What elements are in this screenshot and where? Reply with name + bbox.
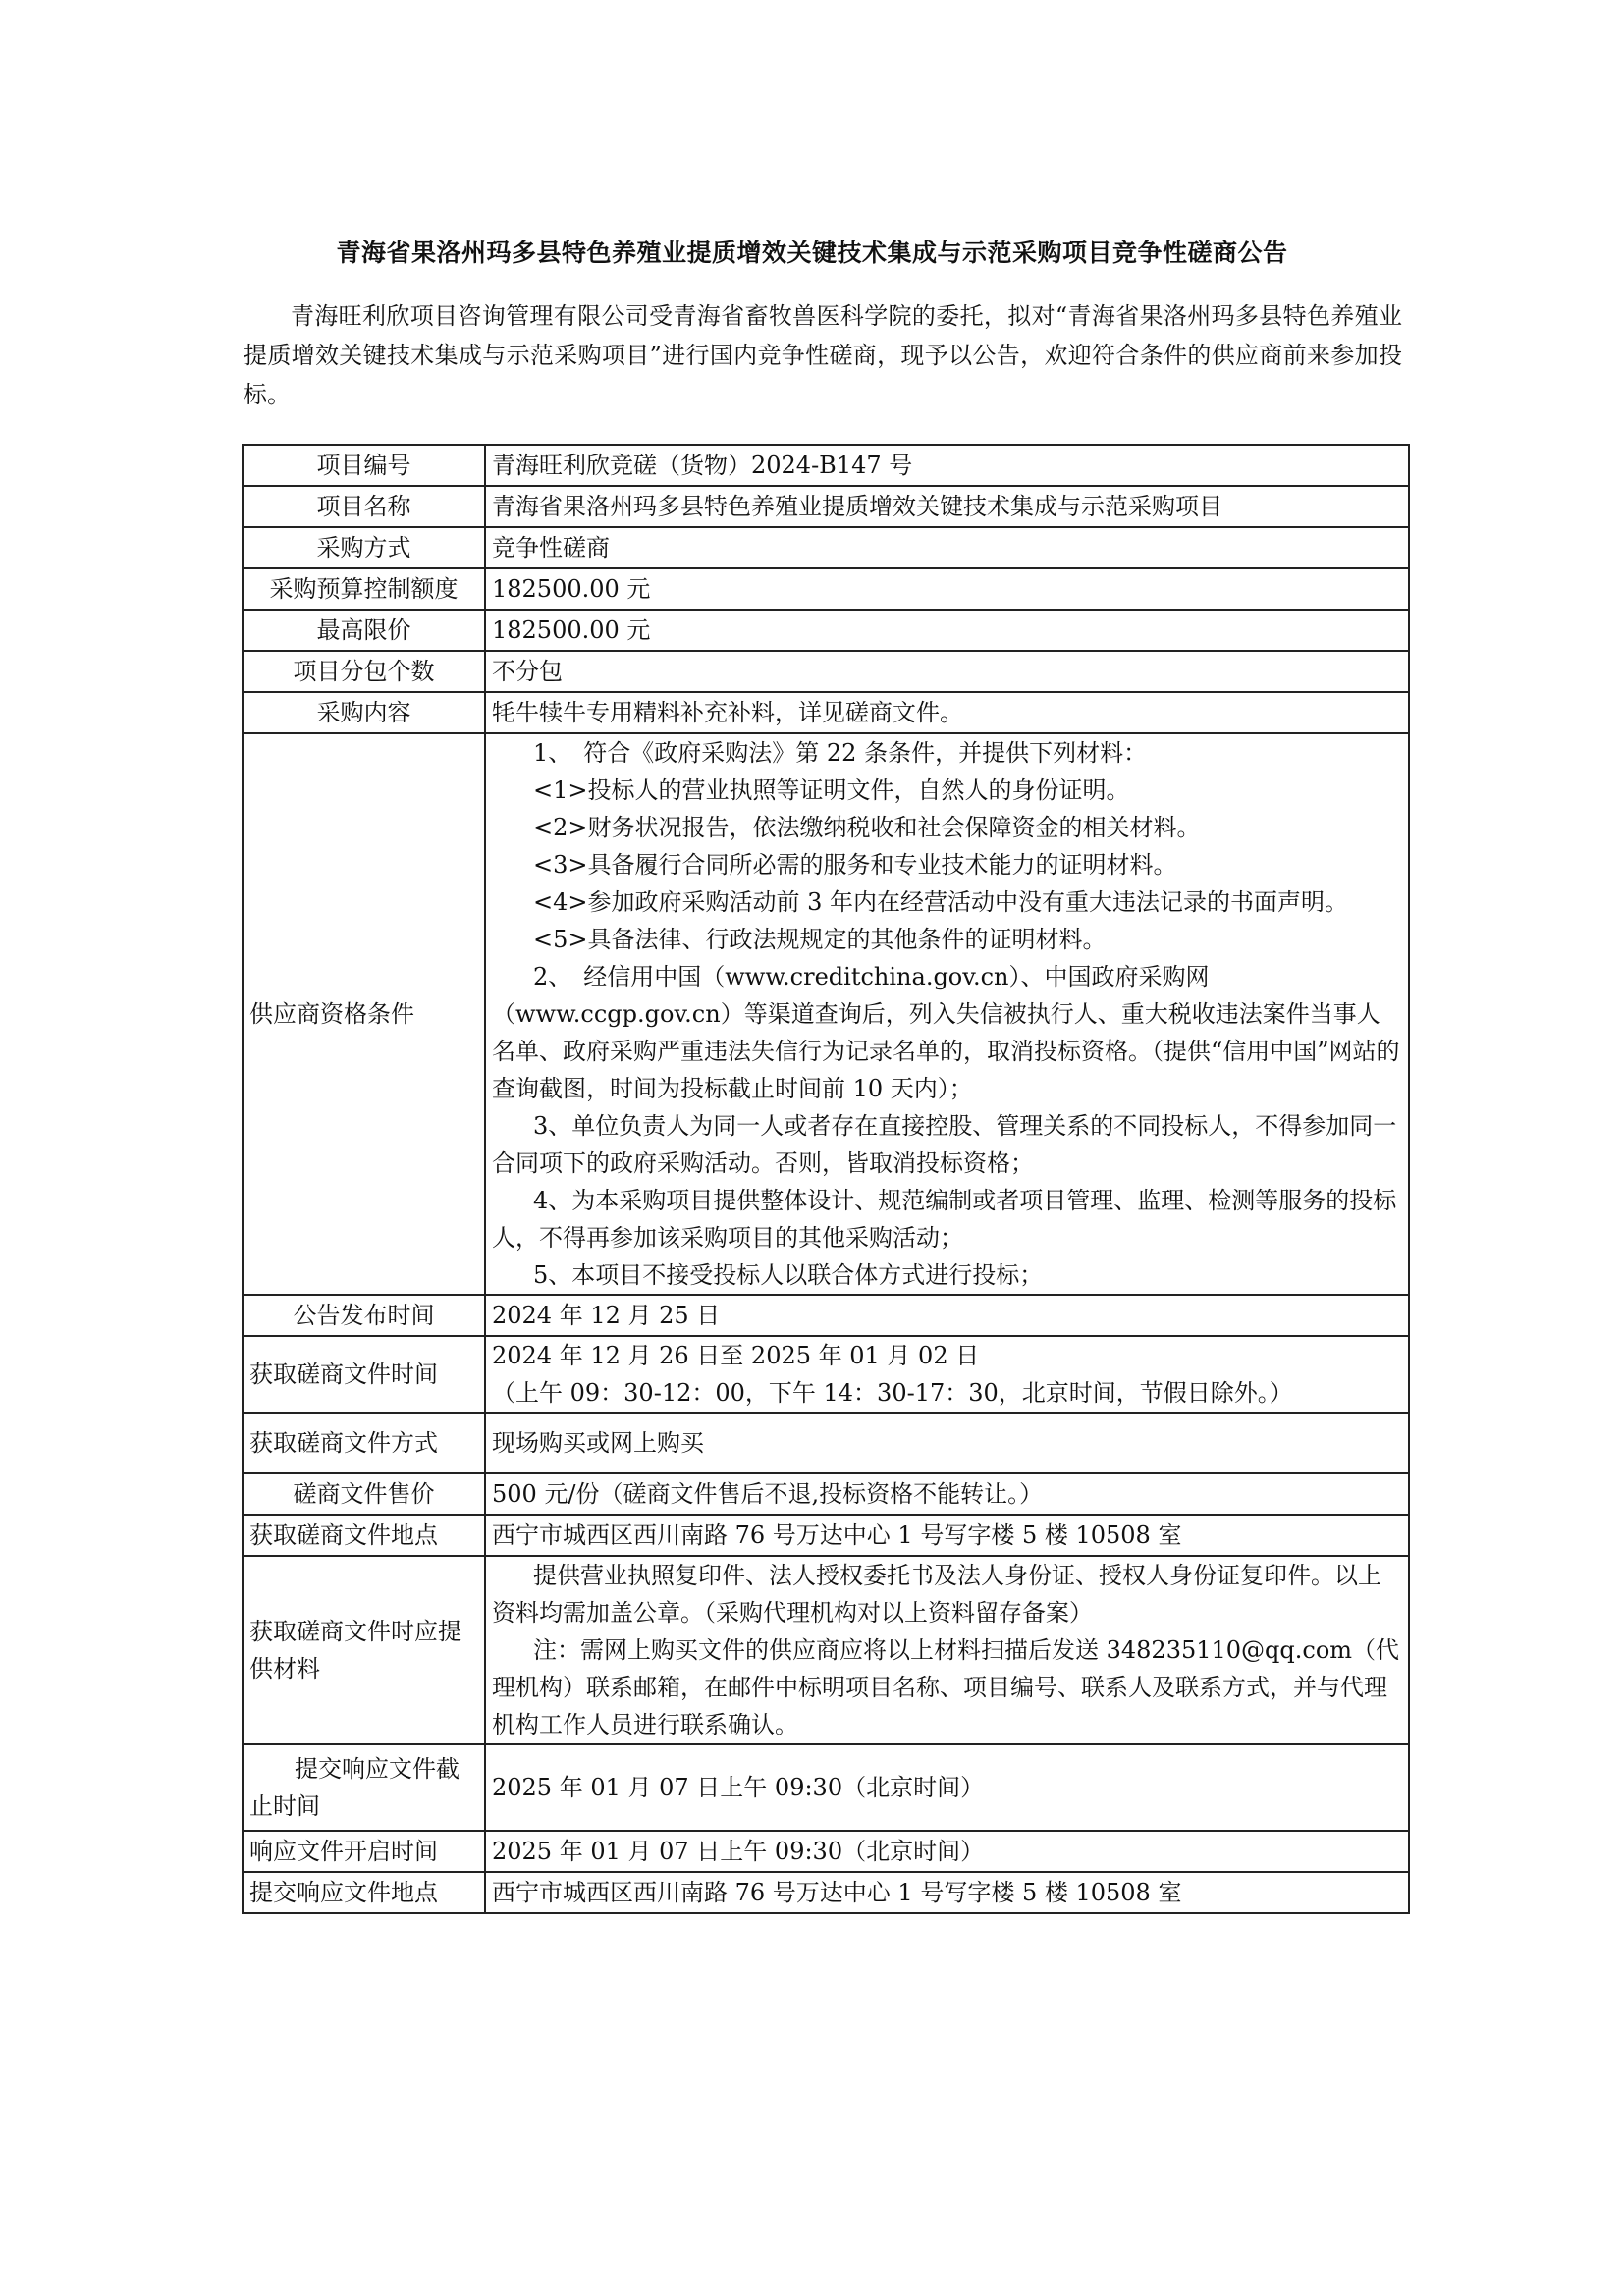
table-row [243, 1413, 1409, 1473]
value-obtain-place: 西宁市城西区西川南路 76 号万达中心 1 号写字楼 5 楼 10508 室 [485, 1515, 1409, 1556]
table-row [243, 1872, 1409, 1913]
value-obtain-method: 现场购买或网上购买 [485, 1413, 1409, 1473]
label-method: 采购方式 [243, 527, 485, 568]
qual-line: <3>具备履行合同所必需的服务和专业技术能力的证明材料。 [533, 851, 1177, 879]
label-open-time: 响应文件开启时间 [243, 1831, 485, 1872]
label-deadline: 提交响应文件截止时间 [243, 1744, 485, 1831]
qual-line: 3、单位负责人为同一人或者存在直接控股、管理关系的不同投标人，不得参加同一合同项下的政府采购活动。否则，皆取消投标资格； [492, 1112, 1397, 1177]
table-row [243, 527, 1409, 568]
materials-para: 注：需网上购买文件的供应商应将以上材料扫描后发送 348235110@qq.com（代理机构）联系邮箱，在邮件中标明项目名称、项目编号、联系人及联系方式，并与代理机构工作人员进行联系确认。 [492, 1636, 1400, 1738]
table-row [243, 486, 1409, 527]
qual-line: <5>具备法律、行政法规规定的其他条件的证明材料。 [533, 926, 1107, 953]
label-project-name: 项目名称 [243, 486, 485, 527]
value-project-no: 青海旺利欣竞磋（货物）2024-B147 号 [485, 445, 1409, 486]
label-submit-place: 提交响应文件地点 [243, 1872, 485, 1913]
table-row [243, 692, 1409, 733]
label-content: 采购内容 [243, 692, 485, 733]
value-max-price: 182500.00 元 [485, 610, 1409, 651]
qual-line: <2>财务状况报告，依法缴纳税收和社会保障资金的相关材料。 [533, 814, 1201, 841]
label-materials: 获取磋商文件时应提供材料 [243, 1556, 485, 1744]
value-method: 竞争性磋商 [485, 527, 1409, 568]
table-row [243, 1473, 1409, 1515]
label-budget: 采购预算控制额度 [243, 568, 485, 610]
table-row [243, 610, 1409, 651]
value-budget: 182500.00 元 [485, 568, 1409, 610]
qual-line: 1、 符合《政府采购法》第 22 条条件，并提供下列材料： [533, 739, 1148, 767]
value-submit-place: 西宁市城西区西川南路 76 号万达中心 1 号写字楼 5 楼 10508 室 [485, 1872, 1409, 1913]
obtain-time-line: 2024 年 12 月 26 日至 2025 年 01 月 02 日 [492, 1342, 980, 1369]
label-publish-time: 公告发布时间 [243, 1295, 485, 1336]
table-row [243, 1336, 1409, 1413]
intro-paragraph: 青海旺利欣项目咨询管理有限公司受青海省畜牧兽医科学院的委托，拟对“青海省果洛州玛多县特色养殖业提质增效关键技术集成与示范采购项目”进行国内竞争性磋商，现予以公告，欢迎符合条件的供应商前来参加投标。 [244, 302, 1402, 408]
table-row [243, 1295, 1409, 1336]
table-row [243, 445, 1409, 486]
value-content: 牦牛犊牛专用精料补充补料，详见磋商文件。 [485, 692, 1409, 733]
qual-line: 5、本项目不接受投标人以联合体方式进行投标； [533, 1261, 1044, 1289]
value-qualification [485, 733, 1409, 1295]
label-max-price: 最高限价 [243, 610, 485, 651]
label-obtain-time: 获取磋商文件时间 [243, 1336, 485, 1413]
obtain-time-line: （上午 09：30-12：00，下午 14：30-17：30，北京时间，节假日除外。） [492, 1379, 1293, 1407]
page-title: 青海省果洛州玛多县特色养殖业提质增效关键技术集成与示范采购项目竞争性磋商公告 [336, 239, 1288, 267]
label-project-no: 项目编号 [243, 445, 485, 486]
value-price: 500 元/份（磋商文件售后不退,投标资格不能转让。） [485, 1473, 1409, 1515]
value-publish-time: 2024 年 12 月 25 日 [485, 1295, 1409, 1336]
info-table [242, 444, 1410, 1914]
value-materials [485, 1556, 1409, 1744]
qual-line: 4、为本采购项目提供整体设计、规范编制或者项目管理、监理、检测等服务的投标人，不得再参加该采购项目的其他采购活动； [492, 1187, 1397, 1252]
label-obtain-method: 获取磋商文件方式 [243, 1413, 485, 1473]
label-lots: 项目分包个数 [243, 651, 485, 692]
qual-line: <1>投标人的营业执照等证明文件，自然人的身份证明。 [533, 776, 1130, 804]
label-obtain-place: 获取磋商文件地点 [243, 1515, 485, 1556]
table-row [243, 1831, 1409, 1872]
table-row [243, 568, 1409, 610]
materials-para: 提供营业执照复印件、法人授权委托书及法人身份证、授权人身份证复印件。以上资料均需加盖公章。（采购代理机构对以上资料留存备案） [492, 1562, 1381, 1627]
table-row [243, 651, 1409, 692]
table-row [243, 733, 1409, 1295]
value-open-time: 2025 年 01 月 07 日上午 09:30（北京时间） [485, 1831, 1409, 1872]
table-row [243, 1556, 1409, 1744]
qual-line: 2、 经信用中国（www.creditchina.gov.cn）、中国政府采购网（www.ccgp.gov.cn）等渠道查询后，列入失信被执行人、重大税收违法案件当事人名单、政府采购严重违法失信行为记录名单的，取消投标资格。（提供“信用中国”网站的查询截图，时间为投标截止时间前 10 天内）； [492, 963, 1400, 1102]
value-lots: 不分包 [485, 651, 1409, 692]
value-deadline: 2025 年 01 月 07 日上午 09:30（北京时间） [485, 1744, 1409, 1831]
qual-line: <4>参加政府采购活动前 3 年内在经营活动中没有重大违法记录的书面声明。 [533, 888, 1349, 916]
table-row [243, 1744, 1409, 1831]
label-qualification: 供应商资格条件 [243, 733, 485, 1295]
value-project-name: 青海省果洛州玛多县特色养殖业提质增效关键技术集成与示范采购项目 [485, 486, 1409, 527]
value-obtain-time [485, 1336, 1409, 1413]
label-price: 磋商文件售价 [243, 1473, 485, 1515]
table-row [243, 1515, 1409, 1556]
